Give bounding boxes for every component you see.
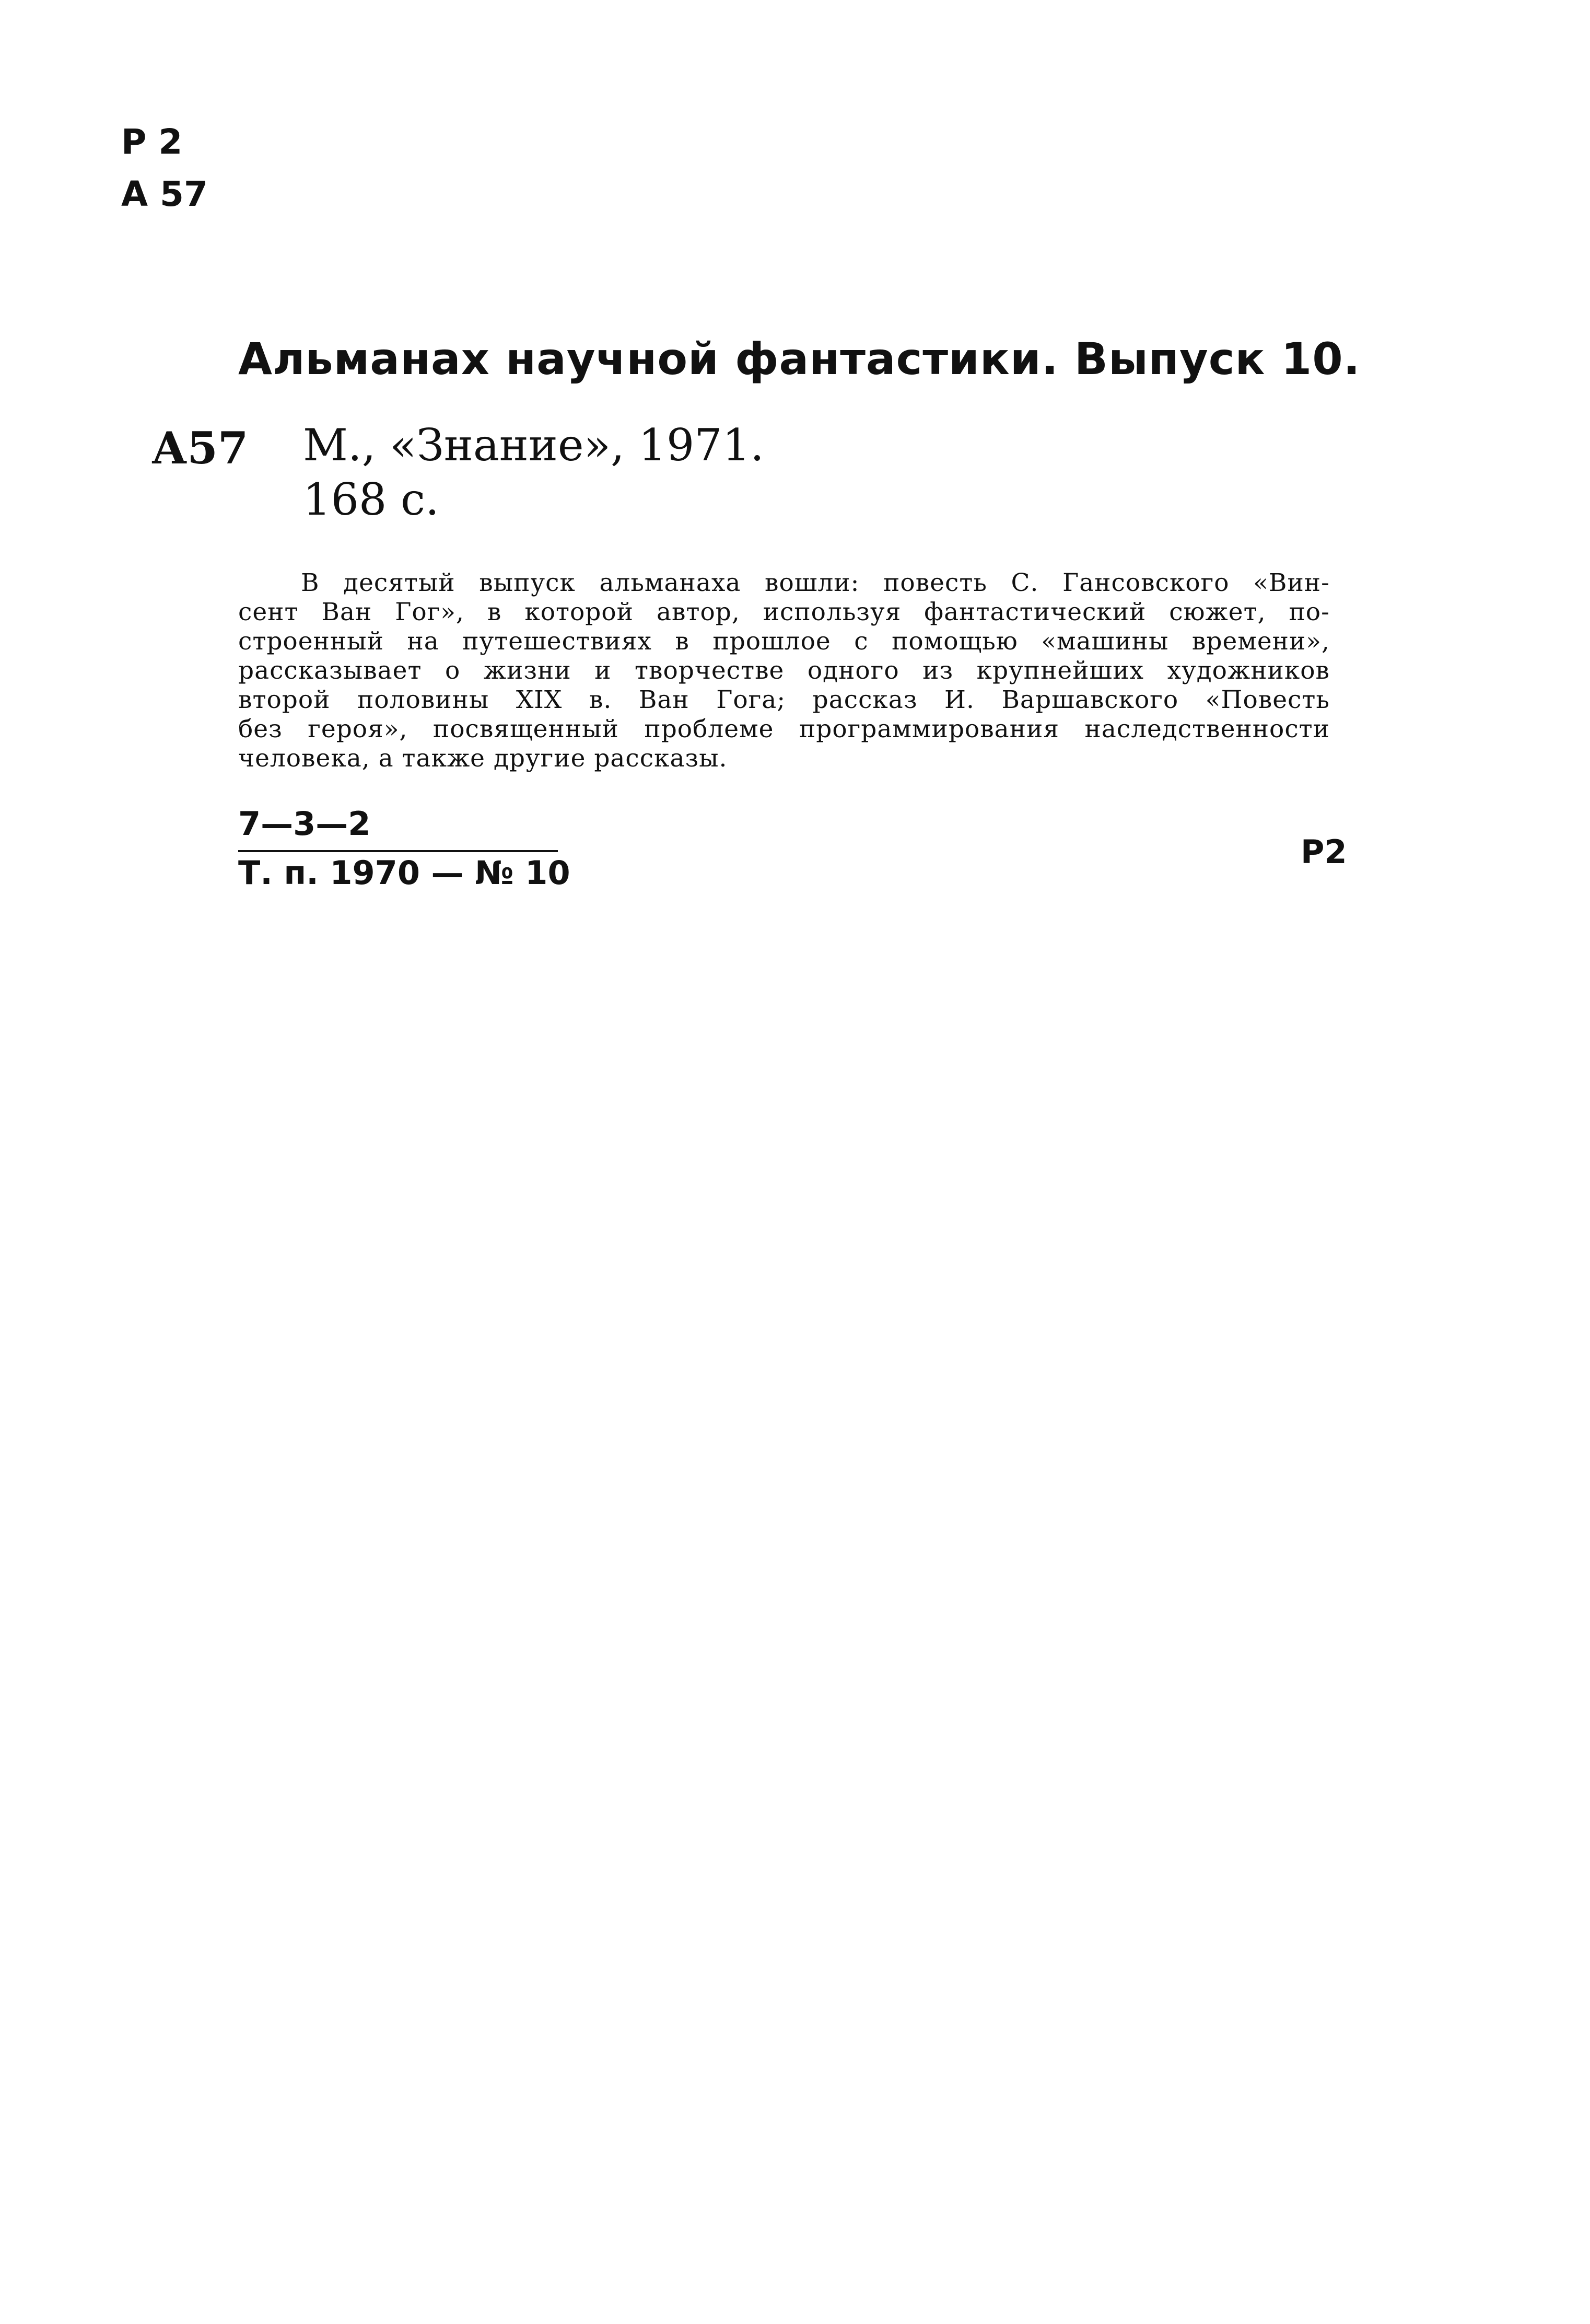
fraction-rule [238, 850, 558, 852]
page-count: 168 с. [303, 474, 439, 525]
index-code: 7—3—2 [238, 805, 371, 843]
book-title: Альманах научной фантастики. Выпуск 10. [238, 333, 1361, 385]
annotation-line: второй половины XIX в. Ван Гога; рассказ И. Варшавского «Повесть [238, 685, 1330, 714]
author-mark: А57 [151, 422, 249, 474]
annotation-line: без героя», посвященный проблеме программирования наследственности [238, 715, 1330, 743]
imprint [303, 418, 764, 527]
publisher-line: М., «Знание», 1971. [303, 420, 764, 471]
annotation-line: человека, а также другие рассказы. [238, 744, 728, 773]
classification-index-top [121, 116, 208, 220]
annotation-line: рассказывает о жизни и творчестве одного из крупнейших художников [238, 656, 1330, 685]
author-sign: А 57 [121, 174, 208, 214]
annotation [238, 568, 1330, 773]
annotation-line: В десятый выпуск альманаха вошли: повесть С. Гансовского «Вин- [301, 568, 1330, 597]
classification-index-bottom: Р2 [1301, 833, 1347, 871]
annotation-line: сент Ван Гог», в которой автор, используя фантастический сюжет, по- [238, 598, 1330, 626]
classification-code: Р 2 [121, 122, 183, 162]
plan-number: Т. п. 1970 — № 10 [238, 854, 570, 892]
annotation-line: строенный на путешествиях в прошлое с помощью «машины времени», [238, 627, 1330, 656]
